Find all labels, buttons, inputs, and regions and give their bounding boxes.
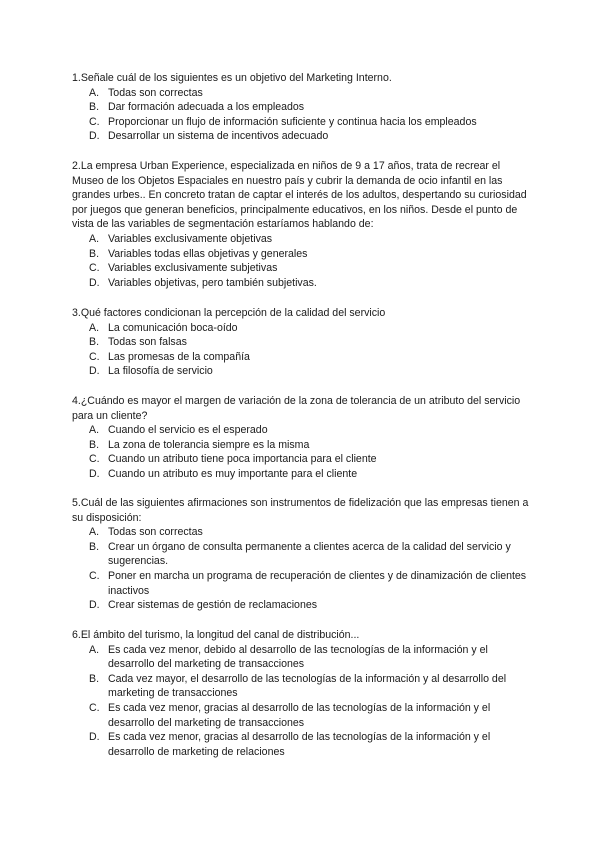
question-3: [72, 306, 532, 379]
question-6-option-b: [72, 672, 532, 701]
option-letter: C.: [89, 701, 100, 714]
option-text: Todas son falsas: [108, 336, 187, 349]
question-5: [72, 496, 532, 613]
option-text: Crear sistemas de gestión de reclamaciones: [108, 599, 318, 612]
question-6-options: [72, 643, 532, 760]
question-4-option-b: [72, 438, 532, 453]
option-text: Dar formación adecuada a los empleados: [108, 101, 305, 114]
question-6-option-a: [72, 643, 532, 672]
option-text: Es cada vez menor, gracias al desarrollo de las tecnologías de la información y el desarrollo de marketing de relaciones: [108, 731, 491, 758]
option-letter: A.: [89, 321, 100, 334]
option-letter: C.: [89, 569, 100, 582]
option-text: Variables todas ellas objetivas y generales: [108, 247, 308, 260]
option-letter: B.: [89, 336, 100, 349]
option-letter: D.: [89, 731, 100, 744]
question-4-option-d: [72, 467, 532, 482]
option-text: Cada vez mayor, el desarrollo de las tecnologías de la información y al desarrollo del marketing de transacciones: [108, 672, 507, 700]
question-4-option-c: [72, 452, 532, 467]
option-text: Es cada vez menor, gracias al desarrollo de las tecnologías de la información y el desarrollo del marketing de transacciones: [108, 701, 491, 729]
option-text: Desarrollar un sistema de incentivos adecuado: [108, 130, 329, 143]
question-3-option-c: [72, 350, 532, 365]
question-4-text: 4.¿Cuándo es mayor el margen de variación de la zona de tolerancia de un atributo del servicio para un cliente?: [72, 395, 521, 422]
question-3-text: 3.Qué factores condicionan la percepción de la calidad del servicio: [72, 307, 386, 319]
question-2-text: 2.La empresa Urban Experience, especializada en niños de 9 a 17 años, trata de recrear el Museo de los Objetos Espaciales en nuestro país y cubrir la demanda de ocio infantil en las grandes urbes.. En concreto tratan de captar el interés de los adultos, despertando su curiosidad por juegos que generan beneficios, principalmente educativos, en los niños. Desde el punto de vista de las variables de segmentación estaríamos hablando de:: [72, 160, 527, 231]
option-text: Cuando un atributo es muy importante para el cliente: [108, 467, 358, 480]
option-letter: D.: [89, 365, 100, 378]
option-letter: A.: [89, 643, 100, 656]
option-letter: B.: [89, 247, 100, 260]
option-letter: B.: [89, 540, 100, 553]
question-6-option-d: [72, 730, 532, 759]
option-text: Cuando un atributo tiene poca importancia para el cliente: [108, 453, 377, 466]
option-text: Variables exclusivamente objetivas: [108, 232, 273, 245]
question-4: [72, 394, 532, 482]
option-text: Poner en marcha un programa de recuperación de clientes y de dinamización de clientes inactivos: [108, 569, 527, 597]
question-3-option-a: [72, 321, 532, 336]
option-letter: A.: [89, 86, 100, 99]
question-1-option-a: [72, 86, 532, 101]
option-letter: C.: [89, 350, 100, 363]
question-1-option-b: [72, 100, 532, 115]
option-letter: C.: [89, 115, 100, 128]
question-6-option-c: [72, 701, 532, 730]
option-letter: A.: [89, 424, 100, 437]
option-letter: C.: [89, 262, 100, 275]
option-letter: B.: [89, 672, 100, 685]
question-5-option-d: [72, 598, 532, 613]
question-3-options: [72, 321, 532, 379]
option-text: La zona de tolerancia siempre es la misma: [108, 438, 310, 451]
question-2-option-a: [72, 232, 532, 247]
option-letter: D.: [89, 130, 100, 143]
option-letter: D.: [89, 599, 100, 612]
question-2-option-d: [72, 276, 532, 291]
option-letter: D.: [89, 276, 100, 289]
question-1-option-c: [72, 115, 532, 130]
option-letter: A.: [89, 526, 100, 539]
option-letter: A.: [89, 232, 100, 245]
question-5-option-b: [72, 540, 532, 569]
question-1-text: 1.Señale cuál de los siguientes es un objetivo del Marketing Interno.: [72, 72, 392, 84]
option-text: Cuando el servicio es el esperado: [108, 424, 268, 437]
question-4-option-a: [72, 423, 532, 438]
question-1-options: [72, 86, 532, 144]
question-4-options: [72, 423, 532, 481]
option-text: Crear un órgano de consulta permanente a clientes acerca de la calidad del servicio y sugerencias.: [108, 540, 511, 568]
option-text: La comunicación boca-oído: [108, 321, 238, 334]
option-text: Es cada vez menor, debido al desarrollo de las tecnologías de la información y el desarrollo del marketing de transacciones: [108, 643, 488, 671]
option-text: Todas son correctas: [108, 86, 203, 99]
question-3-option-d: [72, 364, 532, 379]
question-6-text: 6.El ámbito del turismo, la longitud del canal de distribución...: [72, 629, 360, 641]
question-1-option-d: [72, 129, 532, 144]
question-5-text: 5.Cuál de las siguientes afirmaciones son instrumentos de fidelización que las empresas tienen a su disposición:: [72, 497, 529, 524]
option-letter: B.: [89, 438, 100, 451]
question-5-option-a: [72, 525, 532, 540]
option-text: La filosofía de servicio: [108, 365, 213, 378]
option-text: Proporcionar un flujo de información suficiente y continua hacia los empleados: [108, 115, 477, 128]
question-5-option-c: [72, 569, 532, 598]
question-3-option-b: [72, 335, 532, 350]
question-5-options: [72, 525, 532, 613]
option-text: Las promesas de la compañía: [108, 350, 250, 363]
option-text: Variables objetivas, pero también subjetivas.: [108, 276, 317, 289]
question-2: [72, 159, 532, 290]
question-1: [72, 71, 532, 144]
option-letter: B.: [89, 101, 100, 114]
question-2-options: [72, 232, 532, 290]
question-2-option-b: [72, 247, 532, 262]
option-text: Variables exclusivamente subjetivas: [108, 262, 278, 275]
question-6: [72, 628, 532, 759]
option-letter: D.: [89, 467, 100, 480]
option-text: Todas son correctas: [108, 526, 203, 539]
option-letter: C.: [89, 453, 100, 466]
question-2-option-c: [72, 261, 532, 276]
